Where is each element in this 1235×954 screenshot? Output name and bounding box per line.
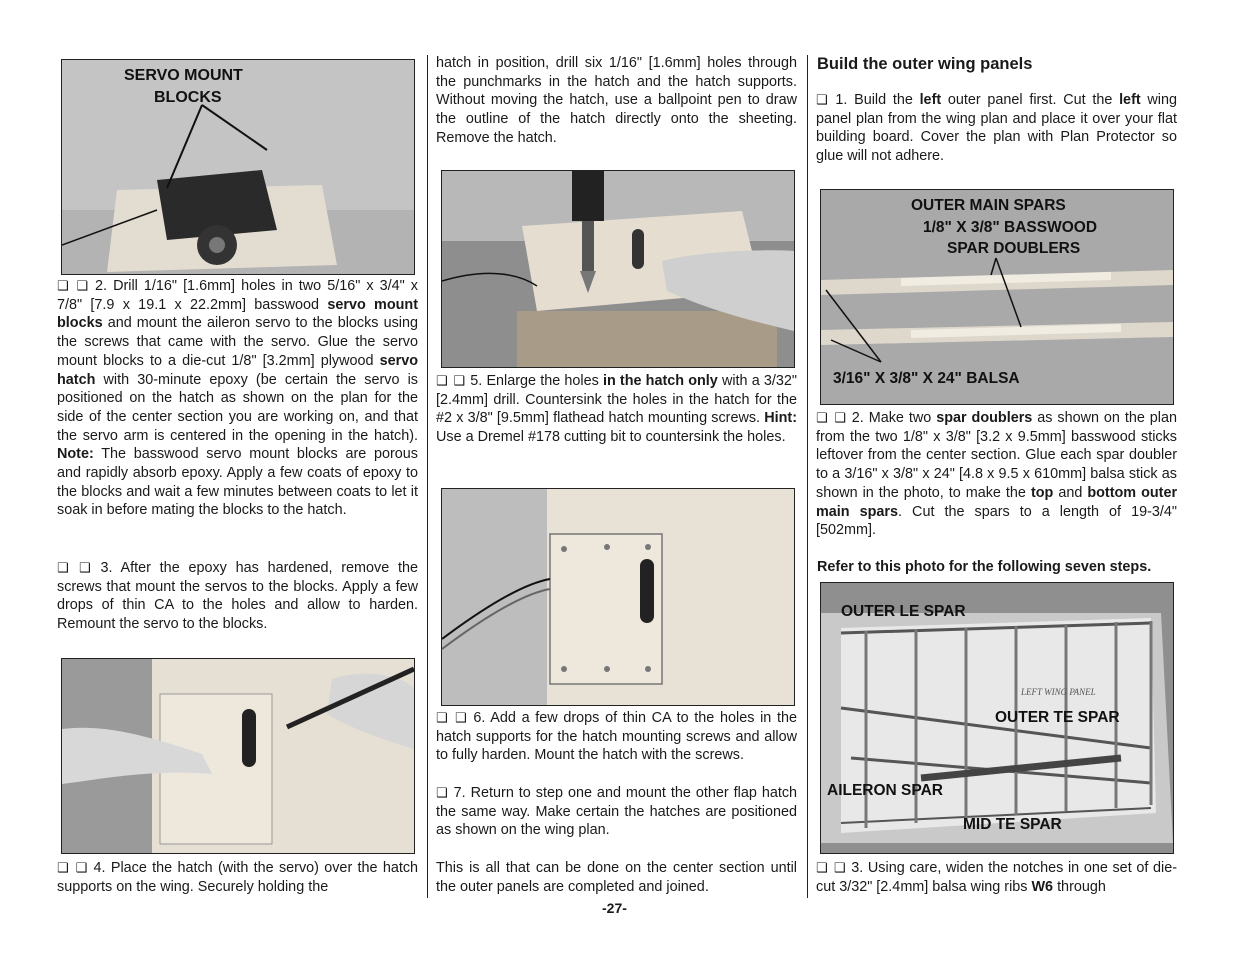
spars-caption-4: 3/16" X 3/8" X 24" BALSA	[833, 370, 1020, 387]
step-checkbox-icon[interactable]: ❑ ❑	[816, 410, 847, 425]
col3-step2: ❑ ❑ 2. Make two spar doublers as shown on the plan from the two 1/8" x 3/8" [3.2 x 9.5mm] basswood sticks leftover from the center section. Glue each spar doubler to a 3/16" x 3/8" x 24" [4.8 x 9.5 x 610mm] balsa stick as shown in the photo, to make the top and bottom outer main spars. Cut the spars to a length of 19-3/4" [502mm].	[816, 410, 1178, 539]
spars-caption-2: 1/8" X 3/8" BASSWOOD	[923, 219, 1098, 236]
photo1-caption-line2: BLOCKS	[154, 89, 222, 106]
wing-caption-le-spar: OUTER LE SPAR	[841, 603, 966, 620]
col2-step6: ❑ ❑ 6. Add a few drops of thin CA to the holes in the hatch supports for the hatch mounting screws and allow to fully harden. Mount the hatch with the screws.	[436, 710, 797, 764]
col1-step4: ❑ ❑ 4. Place the hatch (with the servo) over the hatch supports on the wing. Securely holding the	[57, 860, 419, 895]
wing-caption-te-spar: OUTER TE SPAR	[995, 709, 1120, 726]
photo-left-wing-panel	[820, 582, 1174, 854]
photo-outer-main-spars	[820, 189, 1174, 405]
spars-caption-3: SPAR DOUBLERS	[947, 240, 1081, 257]
photo-reference-note: Refer to this photo for the following seven steps.	[817, 559, 1152, 575]
photo-hatch-placement	[61, 658, 415, 854]
col2-step7: ❑ 7. Return to step one and mount the other flap hatch the same way. Make certain the hatches are positioned as shown on the wing plan.	[436, 785, 798, 839]
step-checkbox-icon[interactable]: ❑ ❑	[57, 278, 89, 293]
photo1-caption-line1: SERVO MOUNT	[124, 67, 243, 84]
col2-closing: This is all that can be done on the center section until the outer panels are completed and joined.	[436, 860, 797, 895]
step-checkbox-icon[interactable]: ❑	[436, 785, 449, 800]
col1-step3: ❑ ❑ 3. After the epoxy has hardened, remove the screws that mount the servos to the blocks. Apply a few drops of thin CA to the holes and allow to harden. Remount the servo to the blocks.	[57, 560, 419, 633]
col2-continuation: hatch in position, drill six 1/16" [1.6mm] holes through the punchmarks in the hatch and the hatch supports. Without moving the hatch, use a ballpoint pen to draw the outline of the hatch directly onto the sheeting. Remove the hatch.	[436, 55, 797, 146]
wing-caption-aileron-spar: AILERON SPAR	[827, 782, 943, 799]
col3-step1: ❑ 1. Build the left outer panel first. Cut the left wing panel plan from the wing plan and place it over your flat building board. Cover the plan with Plan Protector so glue will not adhere.	[816, 92, 1177, 165]
step-checkbox-icon[interactable]: ❑ ❑	[436, 710, 468, 725]
photo-servo-mount-blocks	[61, 59, 415, 275]
page-number: -27-	[602, 900, 627, 916]
step-checkbox-icon[interactable]: ❑ ❑	[816, 860, 847, 875]
col1-step2: ❑ ❑ 2. Drill 1/16" [1.6mm] holes in two 5/16" x 3/4" x 7/8" [7.9 x 19.1 x 22.2mm] basswood servo mount blocks and mount the aileron servo to the blocks using the screws that came with the servo. Glue the servo mount blocks to a die-cut 1/8" [3.2mm] plywood servo hatch with 30-minute epoxy (be certain the servo is positioned on the hatch as shown on the plan for the side of the center section you are working on, and that the servo arm is centered in the opening in the hatch). Note: The basswood servo mount blocks are porous and rapidly absorb epoxy. Apply a few coats of epoxy to the blocks and wait a few minutes between coats to let it soak in before mating the blocks to the hatch.	[57, 278, 419, 519]
col3-step3: ❑ ❑ 3. Using care, widen the notches in one set of die-cut 3/32" [2.4mm] balsa wing ribs W6 through	[816, 860, 1177, 895]
wing-plan-label: LEFT WING PANEL	[1021, 687, 1096, 697]
photo-drilling-hatch	[441, 170, 795, 368]
step-checkbox-icon[interactable]: ❑ ❑	[57, 860, 89, 875]
section-heading: Build the outer wing panels	[817, 55, 1033, 73]
spars-caption-1: OUTER MAIN SPARS	[911, 197, 1066, 214]
photo-hatch-on-wing	[441, 488, 795, 706]
column-divider-2	[807, 55, 808, 898]
step-checkbox-icon[interactable]: ❑ ❑	[436, 373, 467, 388]
step-checkbox-icon[interactable]: ❑	[816, 92, 829, 107]
column-divider-1	[427, 55, 428, 898]
col2-step5: ❑ ❑ 5. Enlarge the holes in the hatch only with a 3/32" [2.4mm] drill. Countersink the holes in the hatch for the #2 x 3/8" [9.5mm] flathead hatch mounting screws. Hint: Use a Dremel #178 cutting bit to countersink the holes.	[436, 373, 798, 446]
step-checkbox-icon[interactable]: ❑ ❑	[57, 560, 92, 575]
wing-caption-mid-te-spar: MID TE SPAR	[963, 816, 1062, 833]
